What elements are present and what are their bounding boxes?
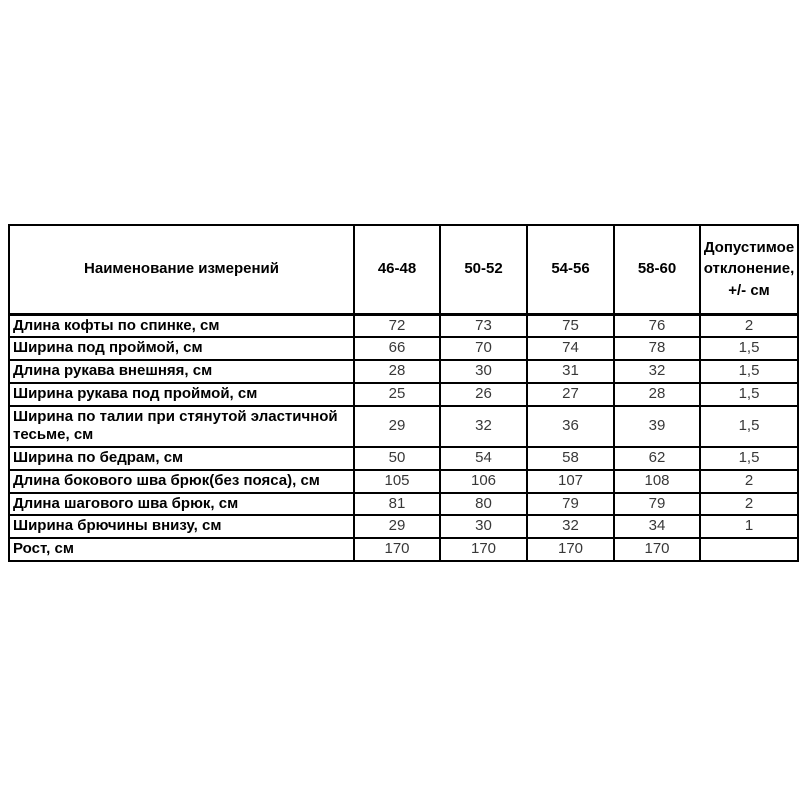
row-label: Ширина под проймой, см <box>9 337 354 360</box>
value-cell: 75 <box>527 314 614 337</box>
size-measurements-table <box>8 224 799 562</box>
value-cell: 25 <box>354 383 440 406</box>
value-cell: 105 <box>354 470 440 493</box>
value-cell: 108 <box>614 470 700 493</box>
deviation-cell: 1,5 <box>700 447 798 470</box>
value-cell: 28 <box>354 360 440 383</box>
value-cell: 26 <box>440 383 527 406</box>
value-cell: 29 <box>354 515 440 538</box>
value-cell: 72 <box>354 314 440 337</box>
deviation-cell: 1,5 <box>700 383 798 406</box>
table-row <box>9 314 798 337</box>
deviation-cell: 1,5 <box>700 337 798 360</box>
value-cell: 81 <box>354 493 440 516</box>
table-row <box>9 447 798 470</box>
row-label: Длина бокового шва брюк(без пояса), см <box>9 470 354 493</box>
header-cell-size-46-48: 46-48 <box>354 225 440 314</box>
header-cell-deviation: Допустимое отклонение, +/- см <box>700 225 798 314</box>
deviation-cell: 1 <box>700 515 798 538</box>
value-cell: 58 <box>527 447 614 470</box>
deviation-cell: 2 <box>700 314 798 337</box>
value-cell: 79 <box>527 493 614 516</box>
row-label: Ширина рукава под проймой, см <box>9 383 354 406</box>
deviation-cell: 1,5 <box>700 406 798 448</box>
deviation-cell <box>700 538 798 561</box>
row-label: Длина шагового шва брюк, см <box>9 493 354 516</box>
value-cell: 106 <box>440 470 527 493</box>
row-label: Рост, см <box>9 538 354 561</box>
value-cell: 170 <box>527 538 614 561</box>
value-cell: 170 <box>614 538 700 561</box>
table-row <box>9 470 798 493</box>
value-cell: 29 <box>354 406 440 448</box>
value-cell: 78 <box>614 337 700 360</box>
value-cell: 50 <box>354 447 440 470</box>
value-cell: 62 <box>614 447 700 470</box>
value-cell: 170 <box>440 538 527 561</box>
table-body <box>9 314 798 561</box>
row-label: Длина кофты по спинке, см <box>9 314 354 337</box>
deviation-cell: 2 <box>700 470 798 493</box>
table-row <box>9 383 798 406</box>
table-header <box>9 225 798 314</box>
header-row <box>9 225 798 314</box>
row-label: Ширина по бедрам, см <box>9 447 354 470</box>
deviation-cell: 2 <box>700 493 798 516</box>
value-cell: 66 <box>354 337 440 360</box>
value-cell: 74 <box>527 337 614 360</box>
value-cell: 34 <box>614 515 700 538</box>
table-row <box>9 493 798 516</box>
value-cell: 30 <box>440 360 527 383</box>
value-cell: 80 <box>440 493 527 516</box>
value-cell: 32 <box>614 360 700 383</box>
value-cell: 32 <box>440 406 527 448</box>
row-label: Длина рукава внешняя, см <box>9 360 354 383</box>
value-cell: 39 <box>614 406 700 448</box>
value-cell: 170 <box>354 538 440 561</box>
table-row <box>9 538 798 561</box>
value-cell: 54 <box>440 447 527 470</box>
value-cell: 73 <box>440 314 527 337</box>
row-label: Ширина по талии при стянутой эластичной тесьме, см <box>9 406 354 448</box>
table-row <box>9 337 798 360</box>
value-cell: 107 <box>527 470 614 493</box>
value-cell: 28 <box>614 383 700 406</box>
value-cell: 27 <box>527 383 614 406</box>
header-cell-size-50-52: 50-52 <box>440 225 527 314</box>
deviation-cell: 1,5 <box>700 360 798 383</box>
header-cell-size-58-60: 58-60 <box>614 225 700 314</box>
value-cell: 30 <box>440 515 527 538</box>
value-cell: 32 <box>527 515 614 538</box>
table-row <box>9 360 798 383</box>
value-cell: 76 <box>614 314 700 337</box>
table-row <box>9 515 798 538</box>
header-cell-size-54-56: 54-56 <box>527 225 614 314</box>
header-cell-measurement-name: Наименование измерений <box>9 225 354 314</box>
row-label: Ширина брючины внизу, см <box>9 515 354 538</box>
value-cell: 70 <box>440 337 527 360</box>
value-cell: 36 <box>527 406 614 448</box>
value-cell: 31 <box>527 360 614 383</box>
table-row <box>9 406 798 448</box>
value-cell: 79 <box>614 493 700 516</box>
